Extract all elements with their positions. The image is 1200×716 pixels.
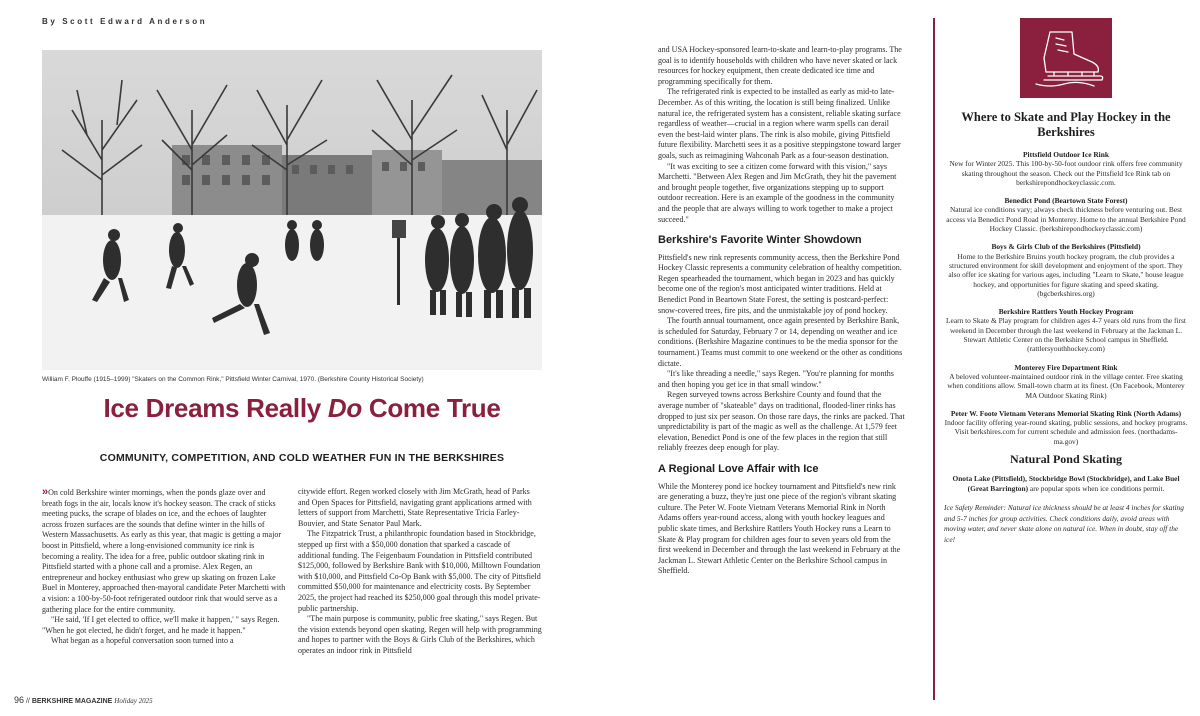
- rink-name: Berkshire Rattlers Youth Hockey Program: [998, 307, 1134, 317]
- article-paragraph: What began as a hopeful conversation soon turned into a: [51, 636, 234, 646]
- section-heading-winter-showdown: Berkshire's Favorite Winter Showdown: [658, 234, 862, 247]
- article-column-3: [658, 45, 905, 577]
- article-paragraph: and USA Hockey-sponsored learn-to-skate and learn-to-play programs. The goal is to identify households with children who have never skated or lack resources for hockey equipment, then create dedicated ice time and programming specifically for them.: [658, 45, 902, 86]
- rink-description: Learn to Skate & Play program for children ages 4-7 years old runs from the first weekend in December through the last weekend in February at the Jackman L. Stewart Athletic Center on the Berkshire School campus in Sheffield. (rattlersyouthhockey.com): [946, 316, 1186, 354]
- pond-names: Onota Lake (Pittsfield), Stockbridge Bowl (Stockbridge), and Lake Buel (Great Barrington): [952, 474, 1180, 493]
- article-paragraph: "It was exciting to see a citizen come forward with this vision," says Marchetti. "Between Alex Regen and Jim McGrath, they hit the pavement and brought people together, five organizations stepping up to support outdoor recreation. Here is an example of the goodness in the community and the people that are always willing to work together to make a project succeed.": [658, 161, 897, 224]
- photo-caption: William F. Plouffe (1915–1999) "Skaters on the Common Rink," Pittsfield Winter Carnival, 1970. (Berkshire County Historical Society): [42, 376, 424, 383]
- article-paragraph: The refrigerated rink is expected to be installed as early as mid-to late-December. As of this writing, the location is still being finalized. Unlike natural ice, the refrigerated system has a consistent, reliable skating surface regardless of weather—crucial in a region where warm spells can derail even the best-laid winter plans. The rink is also mobile, giving Pittsfield future flexibility. Marchetti sees it as a positive steppingstone toward larger goals, such as reimagining Wahconah Park as a four-season destination.: [658, 87, 901, 160]
- page-folio: [14, 695, 153, 705]
- article-paragraph: "He said, 'If I get elected to office, we'll make it happen,' " says Regen. "When he got elected, he didn't forget, and he made it happen.": [42, 615, 280, 635]
- natural-pond-entry: [944, 474, 1188, 493]
- headline-emphasis: Do: [327, 393, 362, 423]
- article-column-2: [298, 487, 542, 657]
- rink-description: A beloved volunteer-maintained outdoor rink in the village center. Free skating when conditions allow. Small-town charm at its finest. (On Facebook, Monterey MA Outdoor Skating Rink): [947, 371, 1185, 400]
- rink-name: Boys & Girls Club of the Berkshires (Pittsfield): [991, 242, 1141, 252]
- article-paragraph: "It's like threading a needle," says Regen. "You're planning for months and then hoping you get ice in that small window.": [658, 369, 894, 389]
- byline: By Scott Edward Anderson: [42, 17, 208, 26]
- ice-safety-reminder: Ice Safety Reminder: Natural ice thickness should be at least 4 inches for skating and 5-7 inches for group activities. Check conditions daily, avoid areas with moving water, and never skate alone on natural ice. When in doubt, stay off the ice!: [944, 502, 1184, 545]
- rink-entry: [944, 307, 1188, 353]
- article-paragraph: While the Monterey pond ice hockey tournament and Pittsfield's new rink are generating a buzz, they're just one piece of the region's vibrant skating culture. The Peter W. Foote Vietnam Veterans Memorial Rink in North Adams offers year-round access, along with youth hockey leagues and public skate times, and Berkshire Rattlers Youth Hockey runs a Learn to Skate & Play program for children ages four to seven years old from the first weekend in December and through the last weekend in February at the Jackman L. Stewart Athletic Center on the Berkshire School campus in Sheffield.: [658, 481, 901, 576]
- natural-pond-title: Natural Pond Skating: [1009, 452, 1123, 467]
- rink-description: New for Winter 2025. This 100-by-50-foot outdoor rink offers free community skating throughout the season. Check out the Pittsfield Ice Rink tab on berkshirepondhockeyclassic.com.: [949, 159, 1183, 187]
- article-paragraph: Pittsfield's new rink represents community access, then the Berkshire Pond Hockey Classic represents a community celebration of healthy competition. Regen spearheaded the tournament, which began in 2023 and has quickly become one of the region's most anticipated winter traditions. Held at Benedict Pond in Beartown State Forest, the setting is postcard-perfect: snow-covered trees, fire pits, and the unmistakable joy of pond hockey.: [658, 252, 902, 315]
- issue-name: Holiday 2025: [114, 697, 153, 705]
- article-paragraph: Regen surveyed towns across Berkshire County and found that the average number of "skateable" days on traditional, flooded-liner rinks has dropped to just six per season. On those rare days, the rinks are packed. That unpredictability is part of the magic as well as the challenge. At 1,579 feet elevation, Benedict Pond is one of the few places in the region that still reliably freezes deep enough for play.: [658, 390, 905, 453]
- ice-skate-icon: [1020, 18, 1112, 98]
- rink-name: Benedict Pond (Beartown State Forest): [1004, 196, 1128, 206]
- sidebar-title: Where to Skate and Play Hockey in the Berkshires: [961, 110, 1171, 139]
- folio-separator: //: [25, 698, 30, 705]
- rink-name: Peter W. Foote Vietnam Veterans Memorial Skating Rink (North Adams): [950, 408, 1182, 418]
- article-paragraph: citywide effort. Regen worked closely with Jim McGrath, head of Parks and Open Spaces for Pittsfield, navigating grant applications armed with letters of support from Marchetti, State Representative Tricia Farley-Bouvier, and State Senator Paul Mark.: [298, 487, 532, 528]
- subhead: COMMUNITY, COMPETITION, AND COLD WEATHER FUN IN THE BERKSHIRES: [99, 452, 505, 464]
- article-photo: [42, 50, 542, 370]
- article-paragraph: The Fitzpatrick Trust, a philanthropic foundation based in Stockbridge, stepped up first with a $50,000 donation that sparked a cascade of additional funding. The Feigenbaum Foundation in Pittsfield contributed $125,000, followed by Berkshire Bank with $10,000, Milltown Foundation with $10,000, and Pittsfield Co-Op Bank with $5,000. The city of Pittsfield committed $50,000 for maintenance and electricity costs. By September 2025, the project had reached its $250,000 goal through this model private-public partnership.: [298, 529, 541, 613]
- rink-entry: [944, 242, 1188, 298]
- headline: [42, 393, 562, 424]
- rink-description: Indoor facility offering year-round skating, public sessions, and hockey programs. Visit berkshires.com for current schedule and admission fees. (northadams-ma.gov): [944, 418, 1188, 446]
- article-paragraph: [42, 487, 286, 615]
- rink-entry: [944, 196, 1188, 233]
- section-heading-regional-love-affair: A Regional Love Affair with Ice: [658, 462, 819, 475]
- pond-description: are popular spots when ice conditions permit.: [1028, 483, 1165, 493]
- rink-entry: [944, 409, 1188, 446]
- sidebar-rule: [933, 18, 935, 700]
- rink-description: Home to the Berkshire Bruins youth hockey program, the club provides a structured environment for skill development and enjoyment of the sport. They also offer ice skating for various ages, including "Learn to Skate," house league hockey, and opportunities for figure skating and speed skating. (bgcberkshires.org): [948, 251, 1184, 298]
- rink-name: Monterey Fire Department Rink: [1014, 362, 1118, 372]
- sidebar-where-to-skate: [944, 18, 1188, 546]
- article-paragraph: The fourth annual tournament, once again presented by Berkshire Bank, is scheduled for Saturday, February 7 or 14, depending on weather and ice conditions. (Berkshire Magazine continues to be the media sponsor for the tournament.) Teams must commit to one weekend or the other as conditions dictate.: [658, 316, 903, 368]
- paragraph-text: On cold Berkshire winter mornings, when the ponds glaze over and breath fogs in the air, locals know it's hockey season. The crack of sticks meeting pucks, the scrape of blades on ice, and the echoes of laughter across frozen surfaces are the sounds that define winter in the hills of Western Massachusetts. As early as this year, that magic is getting a major boost in Pittsfield, where a long-envisioned community ice rink is becoming a reality. The idea for a free, public outdoor skating rink in Pittsfield started with a phone call and a promise. Alex Regen, an entrepreneur and hockey enthusiast who grew up skating on frozen Lake Buel in Monterey, approached then-mayoral candidate Peter Marchetti with a vision: a 100-by-50-foot refrigerated outdoor rink that would serve as a gathering place for the entire community.: [42, 488, 286, 614]
- rink-description: Natural ice conditions vary; always check thickness before venturing out. Best access via Benedict Pond Road in Monterey. Home to the annual Berkshire Pond Hockey Classic. (berkshirepondhockeyclassic.com): [946, 205, 1186, 234]
- article-paragraph: "The main purpose is community, public free skating," says Regen. But the vision extends beyond open skating. Regen will help with programming and hopes to partner with the Boys & Girls Club of the Berkshires, which operates an indoor rink in Pittsfield: [298, 614, 542, 655]
- magazine-name: BERKSHIRE MAGAZINE: [31, 698, 113, 705]
- rink-name: Pittsfield Outdoor Ice Rink: [1023, 150, 1109, 159]
- rink-entry: [944, 363, 1188, 400]
- rink-entry: [944, 150, 1188, 187]
- headline-part1: Ice Dreams Really: [103, 393, 328, 423]
- article-column-1: [42, 487, 286, 647]
- headline-part2: Come True: [361, 393, 501, 423]
- page-number: 96: [14, 695, 25, 705]
- dropmark-icon: »: [42, 486, 49, 498]
